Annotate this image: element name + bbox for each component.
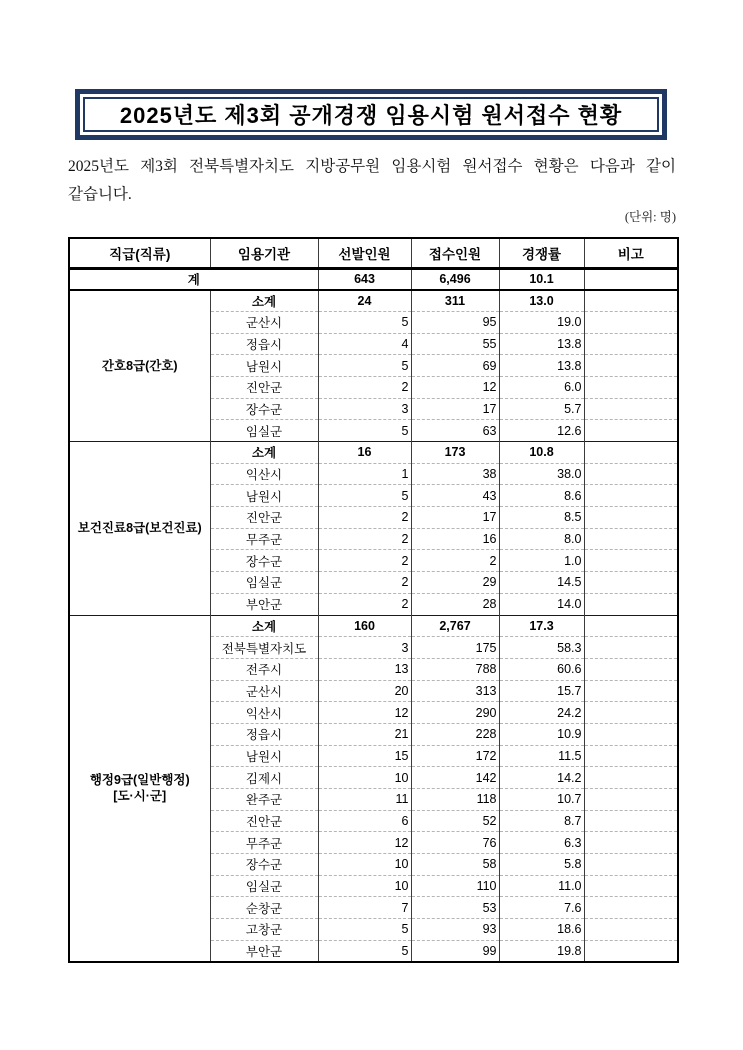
unit-label: (단위: 명) <box>624 210 676 224</box>
applied-cell: 93 <box>411 919 499 941</box>
applied-cell: 52 <box>411 810 499 832</box>
applied-cell: 43 <box>411 485 499 507</box>
applied-cell: 95 <box>411 311 499 333</box>
applied-cell: 12 <box>411 376 499 398</box>
selected-cell: 1 <box>318 463 411 485</box>
category-cell <box>69 290 210 442</box>
selected-cell: 11 <box>318 789 411 811</box>
ratio-cell: 38.0 <box>499 463 584 485</box>
agency-cell: 고창군 <box>210 919 318 941</box>
agency-cell: 임실군 <box>210 572 318 594</box>
selected-cell: 10 <box>318 767 411 789</box>
note-cell <box>584 940 678 962</box>
ratio-cell: 8.0 <box>499 528 584 550</box>
selected-cell: 643 <box>318 268 411 290</box>
ratio-cell: 11.5 <box>499 745 584 767</box>
header-applied: 접수인원 <box>411 238 499 268</box>
ratio-cell: 18.6 <box>499 919 584 941</box>
ratio-cell: 7.6 <box>499 897 584 919</box>
note-cell <box>584 376 678 398</box>
header-ratio: 경쟁률 <box>499 238 584 268</box>
ratio-cell: 17.3 <box>499 615 584 637</box>
applied-cell: 290 <box>411 702 499 724</box>
applied-cell: 313 <box>411 680 499 702</box>
ratio-cell: 19.8 <box>499 940 584 962</box>
note-cell <box>584 355 678 377</box>
header-note: 비고 <box>584 238 678 268</box>
agency-cell: 정읍시 <box>210 723 318 745</box>
note-cell <box>584 637 678 659</box>
note-cell <box>584 268 678 290</box>
selected-cell: 2 <box>318 507 411 529</box>
note-cell <box>584 442 678 464</box>
agency-cell: 소계 <box>210 615 318 637</box>
note-cell <box>584 702 678 724</box>
applied-cell: 63 <box>411 420 499 442</box>
applied-cell: 2 <box>411 550 499 572</box>
selected-cell: 16 <box>318 442 411 464</box>
selected-cell: 15 <box>318 745 411 767</box>
ratio-cell: 10.8 <box>499 442 584 464</box>
note-cell <box>584 745 678 767</box>
ratio-cell: 5.8 <box>499 854 584 876</box>
note-cell <box>584 897 678 919</box>
intro-line: 2025년도 제3회 전북특별자치도 지방공무원 임용시험 원서접수 현황은 다음과 같이 <box>68 158 676 175</box>
note-cell <box>584 507 678 529</box>
ratio-cell: 8.6 <box>499 485 584 507</box>
applied-cell: 55 <box>411 333 499 355</box>
applied-cell: 76 <box>411 832 499 854</box>
note-cell <box>584 680 678 702</box>
agency-cell: 남원시 <box>210 745 318 767</box>
selected-cell: 20 <box>318 680 411 702</box>
selected-cell: 12 <box>318 702 411 724</box>
selected-cell: 3 <box>318 637 411 659</box>
note-cell <box>584 593 678 615</box>
applied-cell: 29 <box>411 572 499 594</box>
note-cell <box>584 789 678 811</box>
note-cell <box>584 767 678 789</box>
table-row <box>69 615 678 637</box>
ratio-cell: 13.8 <box>499 355 584 377</box>
agency-cell: 진안군 <box>210 507 318 529</box>
note-cell <box>584 398 678 420</box>
agency-cell: 남원시 <box>210 485 318 507</box>
agency-cell: 진안군 <box>210 810 318 832</box>
title-box-inner <box>83 97 659 132</box>
selected-cell: 21 <box>318 723 411 745</box>
applied-cell: 38 <box>411 463 499 485</box>
applied-cell: 142 <box>411 767 499 789</box>
category-cell <box>69 442 210 616</box>
title-box <box>75 89 667 140</box>
selected-cell: 2 <box>318 376 411 398</box>
selected-cell: 160 <box>318 615 411 637</box>
agency-cell: 부안군 <box>210 940 318 962</box>
agency-cell: 전주시 <box>210 658 318 680</box>
note-cell <box>584 572 678 594</box>
selected-cell: 10 <box>318 854 411 876</box>
agency-cell: 남원시 <box>210 355 318 377</box>
applied-cell: 99 <box>411 940 499 962</box>
selected-cell: 6 <box>318 810 411 832</box>
note-cell <box>584 723 678 745</box>
intro-paragraph <box>68 153 676 209</box>
ratio-cell: 13.0 <box>499 290 584 312</box>
category-line: 행정9급(일반행정) <box>89 773 190 788</box>
ratio-cell: 1.0 <box>499 550 584 572</box>
applied-cell: 53 <box>411 897 499 919</box>
note-cell <box>584 615 678 637</box>
ratio-cell: 19.0 <box>499 311 584 333</box>
selected-cell: 5 <box>318 420 411 442</box>
agency-cell: 진안군 <box>210 376 318 398</box>
selected-cell: 13 <box>318 658 411 680</box>
applied-cell: 17 <box>411 507 499 529</box>
ratio-cell: 5.7 <box>499 398 584 420</box>
ratio-cell: 10.7 <box>499 789 584 811</box>
applied-cell: 6,496 <box>411 268 499 290</box>
applied-cell: 69 <box>411 355 499 377</box>
agency-cell: 장수군 <box>210 550 318 572</box>
selected-cell: 2 <box>318 572 411 594</box>
note-cell <box>584 919 678 941</box>
applied-cell: 118 <box>411 789 499 811</box>
applied-cell: 16 <box>411 528 499 550</box>
ratio-cell: 58.3 <box>499 637 584 659</box>
agency-cell: 익산시 <box>210 702 318 724</box>
note-cell <box>584 875 678 897</box>
note-cell <box>584 290 678 312</box>
note-cell <box>584 854 678 876</box>
category-line: 보건진료8급(보건진료) <box>77 521 202 536</box>
applied-cell: 2,767 <box>411 615 499 637</box>
applied-cell: 172 <box>411 745 499 767</box>
agency-cell: 임실군 <box>210 420 318 442</box>
ratio-cell: 6.3 <box>499 832 584 854</box>
note-cell <box>584 832 678 854</box>
applied-cell: 228 <box>411 723 499 745</box>
selected-cell: 5 <box>318 940 411 962</box>
agency-cell: 김제시 <box>210 767 318 789</box>
applied-cell: 110 <box>411 875 499 897</box>
note-cell <box>584 333 678 355</box>
header-rank: 직급(직류) <box>69 238 210 268</box>
ratio-cell: 10.1 <box>499 268 584 290</box>
ratio-cell: 6.0 <box>499 376 584 398</box>
ratio-cell: 8.5 <box>499 507 584 529</box>
ratio-cell: 15.7 <box>499 680 584 702</box>
selected-cell: 2 <box>318 528 411 550</box>
table-header-row <box>69 238 678 268</box>
ratio-cell: 14.5 <box>499 572 584 594</box>
selected-cell: 2 <box>318 550 411 572</box>
note-cell <box>584 485 678 507</box>
ratio-cell: 10.9 <box>499 723 584 745</box>
agency-cell: 장수군 <box>210 398 318 420</box>
agency-cell: 무주군 <box>210 832 318 854</box>
agency-cell: 소계 <box>210 290 318 312</box>
agency-cell: 군산시 <box>210 311 318 333</box>
agency-cell: 소계 <box>210 442 318 464</box>
agency-cell: 부안군 <box>210 593 318 615</box>
agency-cell: 순창군 <box>210 897 318 919</box>
note-cell <box>584 420 678 442</box>
recruitment-table <box>68 237 679 963</box>
note-cell <box>584 810 678 832</box>
applied-cell: 788 <box>411 658 499 680</box>
note-cell <box>584 311 678 333</box>
selected-cell: 5 <box>318 355 411 377</box>
selected-cell: 12 <box>318 832 411 854</box>
selected-cell: 2 <box>318 593 411 615</box>
page-title: 2025년도 제3회 공개경쟁 임용시험 원서접수 현황 <box>119 103 623 128</box>
agency-cell: 군산시 <box>210 680 318 702</box>
intro-line: 같습니다. <box>68 186 132 203</box>
category-cell <box>69 615 210 962</box>
ratio-cell: 11.0 <box>499 875 584 897</box>
ratio-cell: 12.6 <box>499 420 584 442</box>
selected-cell: 24 <box>318 290 411 312</box>
selected-cell: 10 <box>318 875 411 897</box>
ratio-cell: 14.0 <box>499 593 584 615</box>
selected-cell: 5 <box>318 485 411 507</box>
selected-cell: 7 <box>318 897 411 919</box>
selected-cell: 5 <box>318 311 411 333</box>
ratio-cell: 14.2 <box>499 767 584 789</box>
applied-cell: 58 <box>411 854 499 876</box>
agency-cell: 전북특별자치도 <box>210 637 318 659</box>
ratio-cell: 13.8 <box>499 333 584 355</box>
agency-cell: 정읍시 <box>210 333 318 355</box>
total-label-cell: 계 <box>69 268 318 290</box>
note-cell <box>584 550 678 572</box>
selected-cell: 3 <box>318 398 411 420</box>
table-row-total <box>69 268 678 290</box>
ratio-cell: 24.2 <box>499 702 584 724</box>
applied-cell: 175 <box>411 637 499 659</box>
category-line: 간호8급(간호) <box>101 358 178 373</box>
ratio-cell: 8.7 <box>499 810 584 832</box>
selected-cell: 5 <box>318 919 411 941</box>
ratio-cell: 60.6 <box>499 658 584 680</box>
applied-cell: 173 <box>411 442 499 464</box>
header-agency: 임용기관 <box>210 238 318 268</box>
applied-cell: 311 <box>411 290 499 312</box>
header-selected: 선발인원 <box>318 238 411 268</box>
category-line: [도·시·군] <box>113 789 167 804</box>
note-cell <box>584 463 678 485</box>
agency-cell: 무주군 <box>210 528 318 550</box>
agency-cell: 완주군 <box>210 789 318 811</box>
selected-cell: 4 <box>318 333 411 355</box>
note-cell <box>584 528 678 550</box>
note-cell <box>584 658 678 680</box>
table-row <box>69 442 678 464</box>
agency-cell: 장수군 <box>210 854 318 876</box>
applied-cell: 28 <box>411 593 499 615</box>
agency-cell: 익산시 <box>210 463 318 485</box>
applied-cell: 17 <box>411 398 499 420</box>
agency-cell: 임실군 <box>210 875 318 897</box>
table-row <box>69 290 678 312</box>
